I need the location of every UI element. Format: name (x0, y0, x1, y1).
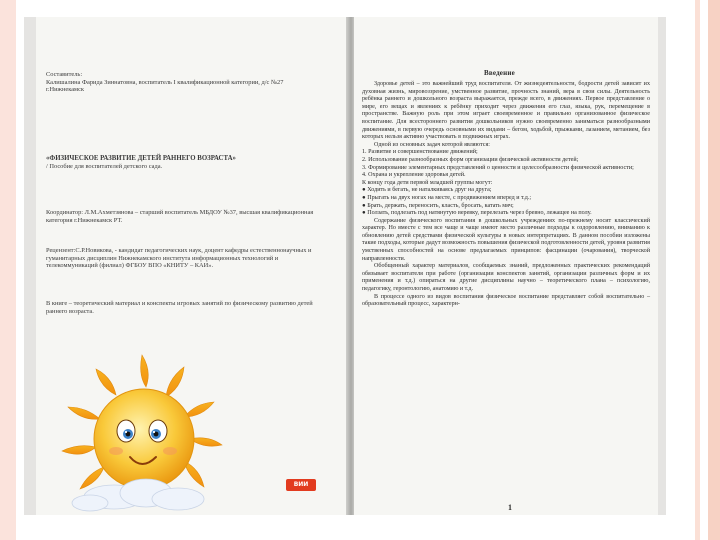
right-page (354, 17, 658, 515)
introduction-heading: Введение (484, 69, 515, 77)
right-decor-stripe-inner (695, 0, 700, 540)
skill-item: ● Брать, держать, переносить, класть, бросать, катать мяч; (362, 202, 514, 209)
right-decor-stripe-outer (708, 0, 720, 540)
reviewer-text: Рецензент:С.Р.Новикова, - кандидат педагогических наук, доцент кафедры естественнонаучных и гуманитарных дисциплин Нижнекамского института информационных технологий и телекоммуникаций (филиал) ФГБОУ ВПО «КНИТУ – КАИ». (46, 247, 312, 270)
scanned-booklet (24, 17, 666, 515)
introduction-body (362, 81, 650, 309)
compilers-label: Составитель: (46, 71, 83, 78)
left-decor-stripe (0, 0, 16, 540)
content-paragraph: Содержание физического воспитания в дошкольных учреждениях по-прежнему носит классический характер. Но вместе с тем все чаще и чаще имеют место различные подходы к оздоровлению, вниманию к обновлению детей средствами физической культуры в новых интерпретациях. В данном пособии изложены такие подходы, которые дадут возможность повышения физической подготовленности детей, уровня развития умственных способностей на основе предлагаемых принципов: фасцинации (очарования), творческой направленности. (362, 217, 650, 262)
stamp-logo: ВИИ (286, 479, 316, 491)
left-page (36, 17, 348, 515)
coordinator-text: Координатор: Л.М.Ахметзянова – старший воспитатель МБДОУ №37, высшая квалификационная категория г.Нижнекамск РТ. (46, 209, 314, 224)
skills-intro: К концу года дети первой младшей группы могут: (362, 179, 493, 186)
title-block (46, 155, 326, 170)
compilers-text: Калишалина Фарида Зиннатовна, воспитатель I квалификационной категории, д/с №27 г.Нижнекамск (46, 78, 284, 94)
skill-item: ● Прыгать на двух ногах на месте, с продвижением вперед и т.д.; (362, 194, 532, 201)
process-paragraph: В процессе одного из видов воспитания физическое воспитание представляет собой воспитательно – образовательный процесс, характерн- (362, 293, 650, 308)
task-item: 1. Развитие и совершенствование движений; (362, 149, 478, 156)
skill-item: ● Ходить и бегать, не наталкиваясь друг на друга; (362, 187, 492, 194)
task-item: 3. Формирование элементарных представлений о ценности и целесообразности физической активности; (362, 164, 634, 171)
booklet-title: «ФИЗИЧЕСКОЕ РАЗВИТИЕ ДЕТЕЙ РАННЕГО ВОЗРАСТА» (46, 155, 236, 162)
task-item: 4. Охрана и укрепление здоровья детей. (362, 172, 466, 179)
page-number: 1 (508, 503, 512, 512)
skill-item: ● Ползать, подлезать под натянутую веревку, перелезать через бревно, лежащее на полу. (362, 210, 592, 217)
task-item: 2. Использование разнообразных форм организации физической активности детей; (362, 156, 579, 163)
tasks-intro: Одной из основных задач которой являются: (374, 141, 490, 148)
materials-paragraph: Обобщенный характер материалов, сообщаемых знаний, предложенных практических рекомендаций обязывает воспитателя при работе (организации конспектов занятий, организации различных форм и их применения и т.д.) опираться на другие дисциплины научно – теоретического плана – психологию, педагогику, геронтологию, анатомию и т.д. (362, 263, 650, 293)
intro-paragraph: Здоровье детей – это важнейший труд воспитателя. От жизнедеятельности, бодрости детей зависит их духовная жизнь, мировоззрение, умственное развитие, прочность знаний, вера в свои силы. Деятельность ребёнка раннего и дошкольного возраста выражается, прежде всего, в движениях. Первое представление о мире, его вещах и явлениях к ребёнку приходит через движения его глаз, языка, рук, перемещение в пространстве. Важную роль при этом играет своевременное и правильно организованное физическое воспитание. Для всестороннего развития дошкольников нужно своевременно заниматься разнообразными движениями, в первую очередь основными их видами – бегом, ходьбой, прыжками, лазанием, метанием, без которых нельзя активно участвовать в подвижных играх. (362, 81, 650, 141)
booklet-subtitle: / Пособие для воспитателей детского сада. (46, 162, 163, 170)
summary-text: В книге – теоретический материал и конспекты игровых занятий по физическому развитию детей раннего возраста. (46, 300, 313, 315)
compilers-block (46, 71, 316, 94)
sun-illustration (54, 347, 234, 515)
